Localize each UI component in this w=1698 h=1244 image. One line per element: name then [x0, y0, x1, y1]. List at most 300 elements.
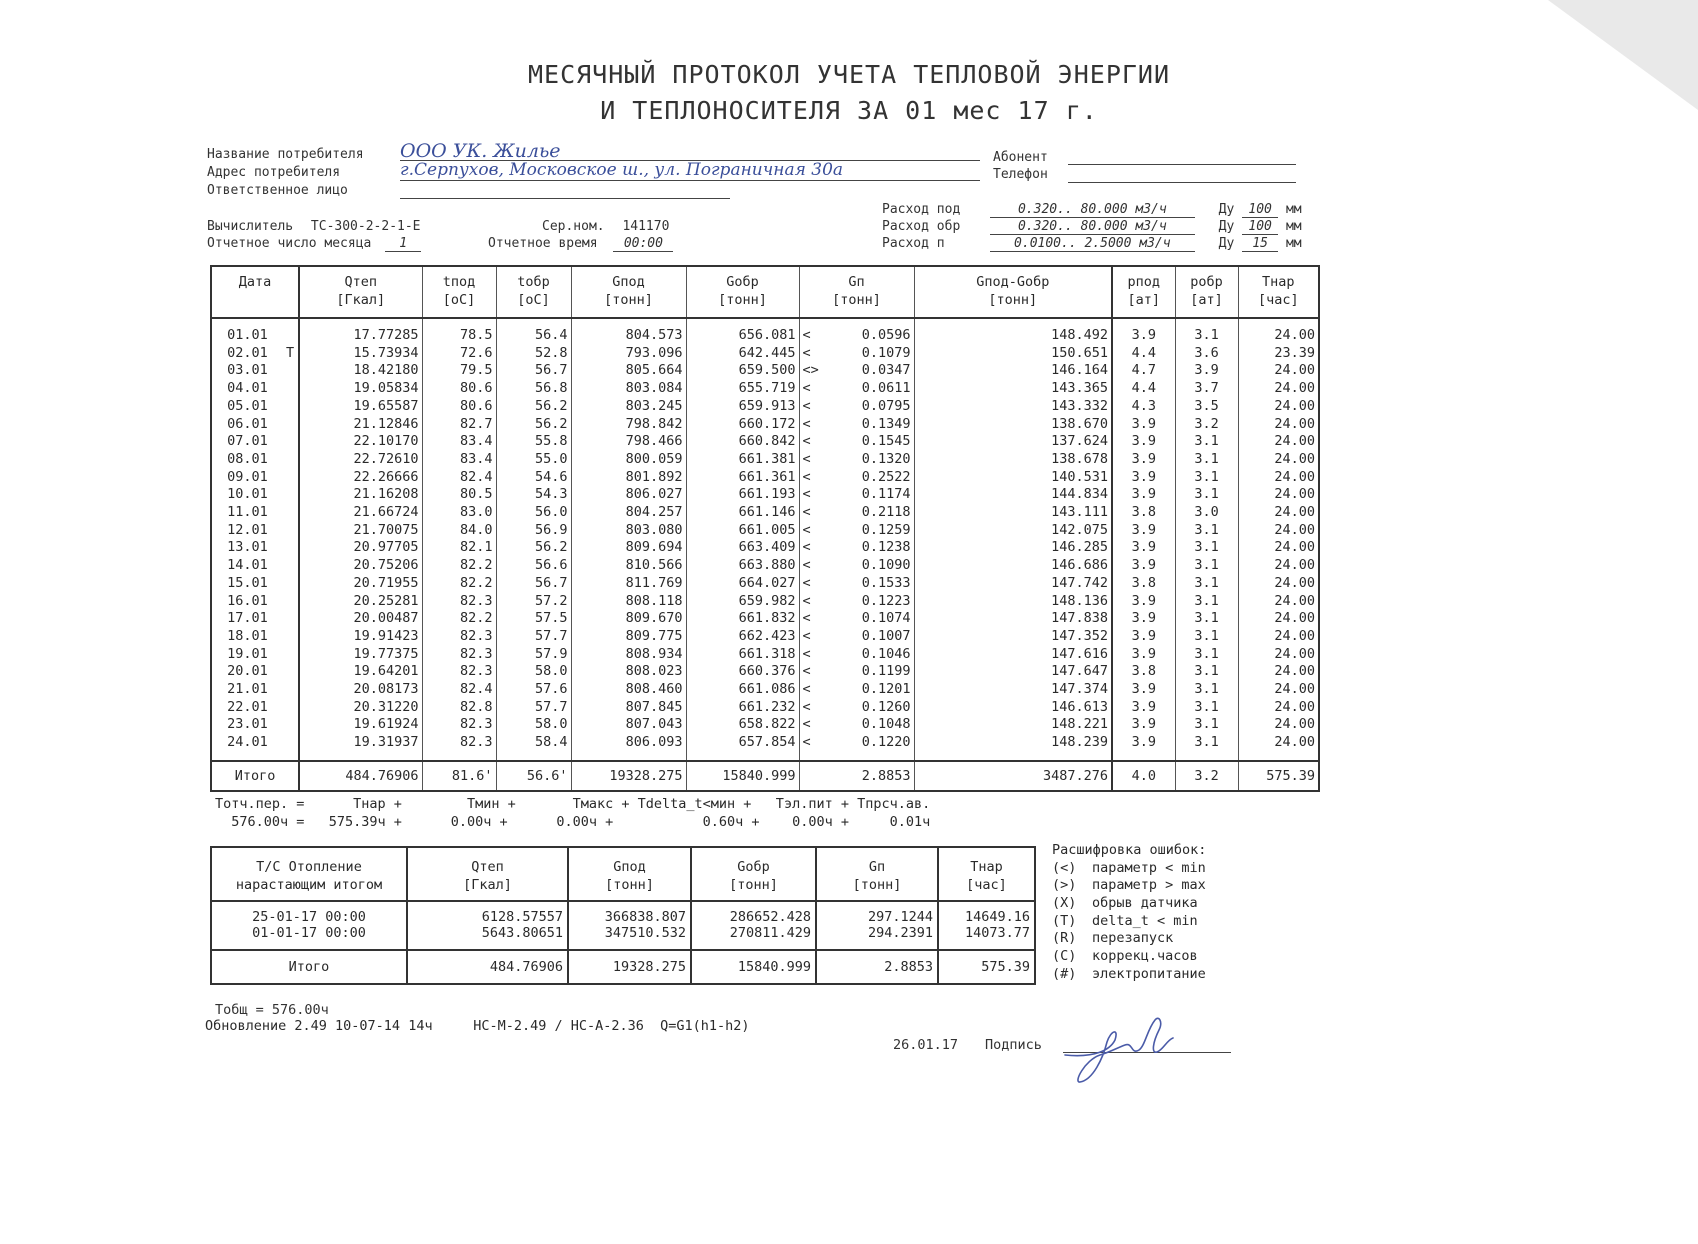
- cell-tobr: 56.7: [496, 362, 571, 380]
- table-row: [211, 486, 1319, 504]
- cell-pobr: 3.6: [1175, 345, 1238, 363]
- cell-flag-gp: <: [799, 557, 823, 575]
- cell-gp: 0.1349: [861, 415, 911, 432]
- cell-gobr: 659.982: [686, 593, 799, 611]
- cell-qtep: 22.10170: [299, 433, 422, 451]
- cell-gp: 0.1007: [861, 627, 911, 644]
- cell-gp: 0.1048: [861, 716, 911, 733]
- cell-gpod: 804.573: [571, 327, 686, 345]
- cell-gpod: 800.059: [571, 451, 686, 469]
- cell-gobr: 663.880: [686, 557, 799, 575]
- error-code: (>): [1052, 877, 1077, 894]
- cell-pobr: 3.1: [1175, 539, 1238, 557]
- cell-flag-t: [283, 398, 299, 416]
- cell-gpod: 807.845: [571, 699, 686, 717]
- cell-tpod: 82.2: [422, 575, 496, 593]
- cell-gobr: 661.318: [686, 646, 799, 664]
- error-text: электропитание: [1092, 965, 1206, 982]
- cell-flag-gp: <: [799, 327, 823, 345]
- cell-tpod: 84.0: [422, 522, 496, 540]
- flow-du-unit: мм: [1285, 219, 1302, 234]
- col-header-unit: [oC]: [442, 292, 476, 308]
- cell-tobr: 57.7: [496, 699, 571, 717]
- cell-tobr: 56.0: [496, 504, 571, 522]
- cell-tpod: 83.0: [422, 504, 496, 522]
- cell-gobr: 660.842: [686, 433, 799, 451]
- serial-label: Сер.ном.: [542, 219, 605, 234]
- cell-gp: 0.1090: [861, 557, 911, 574]
- cell-gpod: 803.084: [571, 380, 686, 398]
- table-row: [211, 628, 1319, 646]
- cell-flag-t: [283, 610, 299, 628]
- cell-tpod: 82.1: [422, 539, 496, 557]
- accum-col-header-name: Gобр: [737, 859, 770, 875]
- calculator-value: ТС-300-2-2-1-Е: [310, 219, 421, 234]
- cell-date: 13.01: [227, 539, 268, 556]
- table-row: [211, 345, 1319, 363]
- cell-tnar: 24.00: [1238, 522, 1319, 540]
- table-row: [211, 398, 1319, 416]
- cell-tnar: 24.00: [1238, 734, 1319, 752]
- cell-gdiff: 147.838: [914, 610, 1112, 628]
- cell-pobr: 3.1: [1175, 593, 1238, 611]
- cell-pobr: 3.1: [1175, 646, 1238, 664]
- accum-col-header-name: Gпод: [613, 859, 646, 875]
- cell-gobr: 659.913: [686, 398, 799, 416]
- daily-readings-body: [211, 318, 1319, 791]
- flow-label: Расход обр: [882, 219, 961, 234]
- cell-tpod: 82.8: [422, 699, 496, 717]
- cell-gdiff: 144.834: [914, 486, 1112, 504]
- cell-ppod: 3.9: [1112, 469, 1175, 487]
- cell-gpod: 807.043: [571, 716, 686, 734]
- accum-total-gp: 19328.275: [568, 950, 691, 984]
- col-header-name: Gобр: [726, 274, 759, 290]
- cell-date: 05.01: [227, 397, 268, 414]
- table-row: [211, 504, 1319, 522]
- cell-date: 01.01: [227, 327, 268, 343]
- flow-du-value: 15: [1242, 236, 1278, 252]
- cell-tpod: 80.6: [422, 398, 496, 416]
- cell-gpod: 808.023: [571, 663, 686, 681]
- cell-tpod: 82.3: [422, 646, 496, 664]
- cell-gdiff: 148.492: [914, 327, 1112, 345]
- accum-cell-gp: 347510.532: [568, 925, 691, 950]
- accum-row: [211, 925, 1035, 950]
- col-header-unit: [тонн]: [718, 292, 767, 308]
- cell-date: 10.01: [227, 486, 268, 503]
- accum-col-header-name: Qтеп: [471, 859, 504, 875]
- cell-tnar: 24.00: [1238, 380, 1319, 398]
- cell-gp: 0.0596: [861, 327, 911, 343]
- col-header: [571, 266, 686, 318]
- cell-gp: 0.1320: [861, 450, 911, 467]
- cell-gobr: 661.146: [686, 504, 799, 522]
- error-code: (T): [1052, 912, 1077, 929]
- cell-gdiff: 147.742: [914, 575, 1112, 593]
- cell-gp: 0.1533: [861, 574, 911, 591]
- errors-legend-item: [1052, 895, 1206, 913]
- accum-cell-ts: 01-01-17 00:00: [252, 925, 366, 941]
- update-info: Обновление 2.49 10-07-14 14ч НС-М-2.49 / НС-А-2.36 Q=G1(h1-h2): [205, 1018, 750, 1034]
- cell-gobr: 657.854: [686, 734, 799, 752]
- cell-flag-gp: <: [799, 433, 823, 451]
- cell-flag-t: [283, 380, 299, 398]
- cell-flag-gp: <: [799, 345, 823, 363]
- cell-ppod: 4.3: [1112, 398, 1175, 416]
- flow-du-value: 100: [1242, 202, 1278, 218]
- cell-gpod: 808.934: [571, 646, 686, 664]
- flow-du-label: Ду: [1218, 202, 1235, 217]
- errors-legend-item: [1052, 948, 1206, 966]
- accum-total-gpp: 2.8853: [816, 950, 938, 984]
- sign-label: Подпись: [985, 1037, 1042, 1053]
- accum-total-ts: Итого: [288, 959, 330, 975]
- error-code: (X): [1052, 895, 1077, 912]
- cell-pobr: 3.1: [1175, 681, 1238, 699]
- cell-tnar: 24.00: [1238, 628, 1319, 646]
- consumer-name-value: ООО УК. Жилье: [400, 140, 561, 162]
- cell-qtep: 19.05834: [299, 380, 422, 398]
- cell-flag-gp: <: [799, 539, 823, 557]
- error-text: коррекц.часов: [1092, 948, 1198, 965]
- cell-gpod: 811.769: [571, 575, 686, 593]
- cell-gdiff: 150.651: [914, 345, 1112, 363]
- cell-gobr: 658.822: [686, 716, 799, 734]
- cell-gpod: 793.096: [571, 345, 686, 363]
- cell-gobr: 661.193: [686, 486, 799, 504]
- cell-flag-gp: <: [799, 416, 823, 434]
- cell-pobr: 3.9: [1175, 362, 1238, 380]
- cell-flag-t: [283, 362, 299, 380]
- cell-flag-t: [283, 716, 299, 734]
- cell-tobr: 55.0: [496, 451, 571, 469]
- cell-qtep: 21.12846: [299, 416, 422, 434]
- cell-flag-t: [283, 663, 299, 681]
- cell-pobr: 3.1: [1175, 522, 1238, 540]
- accum-total-q: 484.76906: [407, 950, 568, 984]
- cell-tnar: 24.00: [1238, 486, 1319, 504]
- cell-gp: 0.0611: [861, 380, 911, 397]
- cell-gp: 0.0347: [861, 362, 911, 379]
- cell-gobr: 659.500: [686, 362, 799, 380]
- cell-tnar: 24.00: [1238, 663, 1319, 681]
- cell-gp: 0.1174: [861, 486, 911, 503]
- flow-du-unit: мм: [1285, 202, 1302, 217]
- flow-label: Расход п: [882, 236, 945, 251]
- time-breakdown-line1: Tотч.пер. = Tнар + Tмин + Tмакс + Tdelta_t<мин + Tэл.пит + Tпрсч.ав.: [215, 796, 931, 812]
- col-header: [422, 266, 496, 318]
- flow-supply-row: [882, 202, 1302, 218]
- cell-tpod: 82.3: [422, 663, 496, 681]
- cell-qtep: 20.31220: [299, 699, 422, 717]
- cell-tnar: 24.00: [1238, 362, 1319, 380]
- accum-col-header-sub: [Гкал]: [463, 877, 512, 893]
- table-row: [211, 663, 1319, 681]
- cell-tobr: 56.4: [496, 327, 571, 345]
- cell-ppod: 3.9: [1112, 451, 1175, 469]
- cell-flag-gp: <: [799, 610, 823, 628]
- cell-gpod: 810.566: [571, 557, 686, 575]
- cell-qtep: 15.73934: [299, 345, 422, 363]
- cell-qtep: 20.00487: [299, 610, 422, 628]
- accumulated-totals-table: [210, 846, 1036, 985]
- col-header-name: tобр: [517, 274, 550, 290]
- accum-col-header: [816, 847, 938, 901]
- accum-row: [211, 901, 1035, 925]
- responsible-person-field: [400, 180, 730, 199]
- error-text: delta_t < min: [1092, 912, 1198, 929]
- errors-legend-item: [1052, 877, 1206, 895]
- report-day-info: [207, 236, 421, 252]
- col-header: [211, 266, 299, 318]
- report-time-value: 00:00: [613, 236, 673, 252]
- sign-date: 26.01.17: [893, 1037, 959, 1053]
- cell-gobr: 661.086: [686, 681, 799, 699]
- accum-cell-q: 6128.57557: [407, 901, 568, 925]
- cell-pobr: 3.1: [1175, 327, 1238, 345]
- cell-flag-gp: <>: [799, 362, 823, 380]
- serial-value: 141170: [622, 219, 670, 234]
- cell-flag-t: [283, 539, 299, 557]
- cell-date: 18.01: [227, 627, 268, 644]
- cell-ppod: 3.9: [1112, 699, 1175, 717]
- cell-flag-t: [283, 593, 299, 611]
- cell-flag-gp: <: [799, 663, 823, 681]
- cell-tnar: 24.00: [1238, 416, 1319, 434]
- cell-gobr: 656.081: [686, 327, 799, 345]
- cell-tobr: 56.2: [496, 416, 571, 434]
- col-header-name: Дата: [238, 274, 272, 290]
- cell-ppod: 3.8: [1112, 663, 1175, 681]
- accum-col-header-sub: [тонн]: [605, 877, 654, 893]
- table-row: [211, 716, 1319, 734]
- cell-tnar: 24.00: [1238, 699, 1319, 717]
- cell-flag-t: [283, 734, 299, 752]
- cell-tpod: 83.4: [422, 451, 496, 469]
- total-tobr: 56.6': [496, 761, 571, 791]
- accum-cell-t: 14073.77: [938, 925, 1035, 950]
- cell-tobr: 56.7: [496, 575, 571, 593]
- cell-tnar: 24.00: [1238, 451, 1319, 469]
- cell-tnar: 24.00: [1238, 398, 1319, 416]
- cell-qtep: 21.16208: [299, 486, 422, 504]
- cell-qtep: 17.77285: [299, 327, 422, 345]
- cell-qtep: 19.31937: [299, 734, 422, 752]
- consumer-address-field: [400, 160, 980, 181]
- cell-tpod: 82.4: [422, 681, 496, 699]
- cell-pobr: 3.1: [1175, 610, 1238, 628]
- cell-tnar: 24.00: [1238, 593, 1319, 611]
- table-row: [211, 362, 1319, 380]
- cell-pobr: 3.1: [1175, 663, 1238, 681]
- cell-tobr: 56.2: [496, 539, 571, 557]
- cell-qtep: 19.65587: [299, 398, 422, 416]
- table-row: [211, 610, 1319, 628]
- cell-date: 11.01: [227, 504, 268, 521]
- cell-flag-t: [283, 451, 299, 469]
- cell-gp: 0.2522: [861, 468, 911, 485]
- cell-gdiff: 143.111: [914, 504, 1112, 522]
- cell-tnar: 24.00: [1238, 610, 1319, 628]
- cell-pobr: 3.1: [1175, 716, 1238, 734]
- cell-gobr: 661.361: [686, 469, 799, 487]
- report-title-line2: И ТЕПЛОНОСИТЕЛЯ ЗА 01 мес 17 г.: [600, 96, 1098, 125]
- cell-tpod: 79.5: [422, 362, 496, 380]
- cell-tpod: 78.5: [422, 327, 496, 345]
- cell-flag-t: T: [286, 344, 295, 361]
- cell-gp: 0.0795: [861, 397, 911, 414]
- cell-tobr: 58.0: [496, 663, 571, 681]
- cell-gdiff: 143.365: [914, 380, 1112, 398]
- cell-tnar: 24.00: [1238, 327, 1319, 345]
- phone-label: Телефон: [993, 167, 1048, 182]
- consumer-name-label: Название потребителя: [207, 147, 364, 162]
- cell-qtep: 21.66724: [299, 504, 422, 522]
- cell-gp: 0.1223: [861, 592, 911, 609]
- accum-col-header: [568, 847, 691, 901]
- calculator-info: [207, 219, 421, 234]
- cell-gdiff: 137.624: [914, 433, 1112, 451]
- cell-date: 15.01: [227, 574, 268, 591]
- cell-tobr: 56.6: [496, 557, 571, 575]
- report-time-info: [488, 236, 673, 252]
- error-code: (#): [1052, 965, 1077, 982]
- cell-pobr: 3.1: [1175, 557, 1238, 575]
- cell-gdiff: 146.686: [914, 557, 1112, 575]
- errors-legend-items: [1052, 859, 1206, 982]
- cell-flag-gp: <: [799, 628, 823, 646]
- cell-gobr: 660.172: [686, 416, 799, 434]
- page-fold-corner: [1548, 0, 1698, 110]
- cell-tpod: 80.6: [422, 380, 496, 398]
- col-header-unit: [тонн]: [604, 292, 653, 308]
- cell-date: 07.01: [227, 433, 268, 450]
- cell-gobr: 655.719: [686, 380, 799, 398]
- cell-flag-gp: <: [799, 398, 823, 416]
- cell-ppod: 4.4: [1112, 380, 1175, 398]
- errors-legend-item: [1052, 913, 1206, 931]
- cell-gp: 0.1046: [861, 645, 911, 662]
- col-header-unit: [тонн]: [832, 292, 881, 308]
- subscriber-field: [1068, 146, 1296, 165]
- subscriber-label: Абонент: [993, 150, 1048, 165]
- cell-gdiff: 147.352: [914, 628, 1112, 646]
- col-header-name: pобр: [1190, 274, 1223, 290]
- cell-date: 09.01: [227, 468, 268, 485]
- cell-ppod: 3.9: [1112, 593, 1175, 611]
- table-row: [211, 575, 1319, 593]
- cell-gpod: 809.775: [571, 628, 686, 646]
- cell-gpod: 801.892: [571, 469, 686, 487]
- time-breakdown: [215, 795, 930, 831]
- cell-pobr: 3.1: [1175, 575, 1238, 593]
- cell-ppod: 3.9: [1112, 646, 1175, 664]
- col-header-unit: [ат]: [1190, 292, 1223, 308]
- cell-flag-gp: <: [799, 646, 823, 664]
- col-header-name: Gп: [848, 274, 865, 290]
- cell-gdiff: 146.285: [914, 539, 1112, 557]
- cell-tnar: 23.39: [1238, 345, 1319, 363]
- errors-legend-item: [1052, 966, 1206, 984]
- cell-flag-gp: <: [799, 504, 823, 522]
- accum-col-header: [938, 847, 1035, 901]
- cell-qtep: 18.42180: [299, 362, 422, 380]
- cell-tpod: 82.7: [422, 416, 496, 434]
- flow-range: 0.0100.. 2.5000 м3/ч: [990, 236, 1195, 252]
- signature-image: [1055, 1000, 1225, 1090]
- cell-gpod: 806.093: [571, 734, 686, 752]
- total-qtep: 484.76906: [299, 761, 422, 791]
- consumer-address-value: г.Серпухов, Московское ш., ул. Пограничная 30а: [400, 160, 844, 180]
- cell-gpod: 808.118: [571, 593, 686, 611]
- cell-tobr: 58.0: [496, 716, 571, 734]
- cell-tnar: 24.00: [1238, 433, 1319, 451]
- cell-flag-t: [283, 469, 299, 487]
- flow-du-label: Ду: [1218, 219, 1235, 234]
- accum-col-header-sub: [тонн]: [852, 877, 902, 893]
- cell-gdiff: 143.332: [914, 398, 1112, 416]
- cell-gpod: 803.245: [571, 398, 686, 416]
- error-text: параметр > max: [1092, 877, 1206, 894]
- cell-flag-t: [283, 327, 299, 345]
- consumer-address-label: Адрес потребителя: [207, 165, 341, 180]
- cell-pobr: 3.1: [1175, 699, 1238, 717]
- cell-tpod: 82.4: [422, 469, 496, 487]
- cell-gp: 0.1201: [861, 681, 911, 698]
- cell-gpod: 808.460: [571, 681, 686, 699]
- cell-gdiff: 147.616: [914, 646, 1112, 664]
- table-row: [211, 451, 1319, 469]
- cell-pobr: 3.1: [1175, 433, 1238, 451]
- cell-date: 22.01: [227, 698, 268, 715]
- cell-tpod: 80.5: [422, 486, 496, 504]
- cell-qtep: 22.26666: [299, 469, 422, 487]
- cell-date: 03.01: [227, 362, 268, 379]
- cell-pobr: 3.5: [1175, 398, 1238, 416]
- cell-tpod: 82.2: [422, 610, 496, 628]
- cell-ppod: 3.9: [1112, 433, 1175, 451]
- cell-flag-gp: <: [799, 451, 823, 469]
- report-title-line1: МЕСЯЧНЫЙ ПРОТОКОЛ УЧЕТА ТЕПЛОВОЙ ЭНЕРГИИ: [527, 60, 1171, 89]
- cell-flag-t: [283, 628, 299, 646]
- cell-date: 04.01: [227, 380, 268, 397]
- accum-col-header-name: Gп: [868, 859, 886, 875]
- serial-info: [542, 219, 669, 234]
- col-header-unit: [Гкал]: [336, 292, 386, 308]
- errors-legend-title: Расшифровка ошибок:: [1052, 842, 1207, 858]
- cell-gobr: 661.232: [686, 699, 799, 717]
- cell-gp: 0.1238: [861, 539, 911, 556]
- accum-col-header-name: Т/С Отопление: [256, 859, 362, 875]
- col-header-unit: [ат]: [1127, 292, 1161, 308]
- cell-ppod: 3.9: [1112, 734, 1175, 752]
- cell-date: 02.01: [227, 344, 268, 361]
- cell-tpod: 82.3: [422, 628, 496, 646]
- col-header-unit: [час]: [1257, 292, 1299, 308]
- flow-du-label: Ду: [1218, 236, 1235, 251]
- cell-tobr: 52.8: [496, 345, 571, 363]
- col-header: [1175, 266, 1238, 318]
- cell-gobr: 642.445: [686, 345, 799, 363]
- cell-ppod: 3.9: [1112, 557, 1175, 575]
- total-ppod: 4.0: [1112, 761, 1175, 791]
- cell-gobr: 661.832: [686, 610, 799, 628]
- table-row: [211, 416, 1319, 434]
- cell-gpod: 798.466: [571, 433, 686, 451]
- accum-header-row: [211, 847, 1035, 901]
- cell-flag-t: [283, 575, 299, 593]
